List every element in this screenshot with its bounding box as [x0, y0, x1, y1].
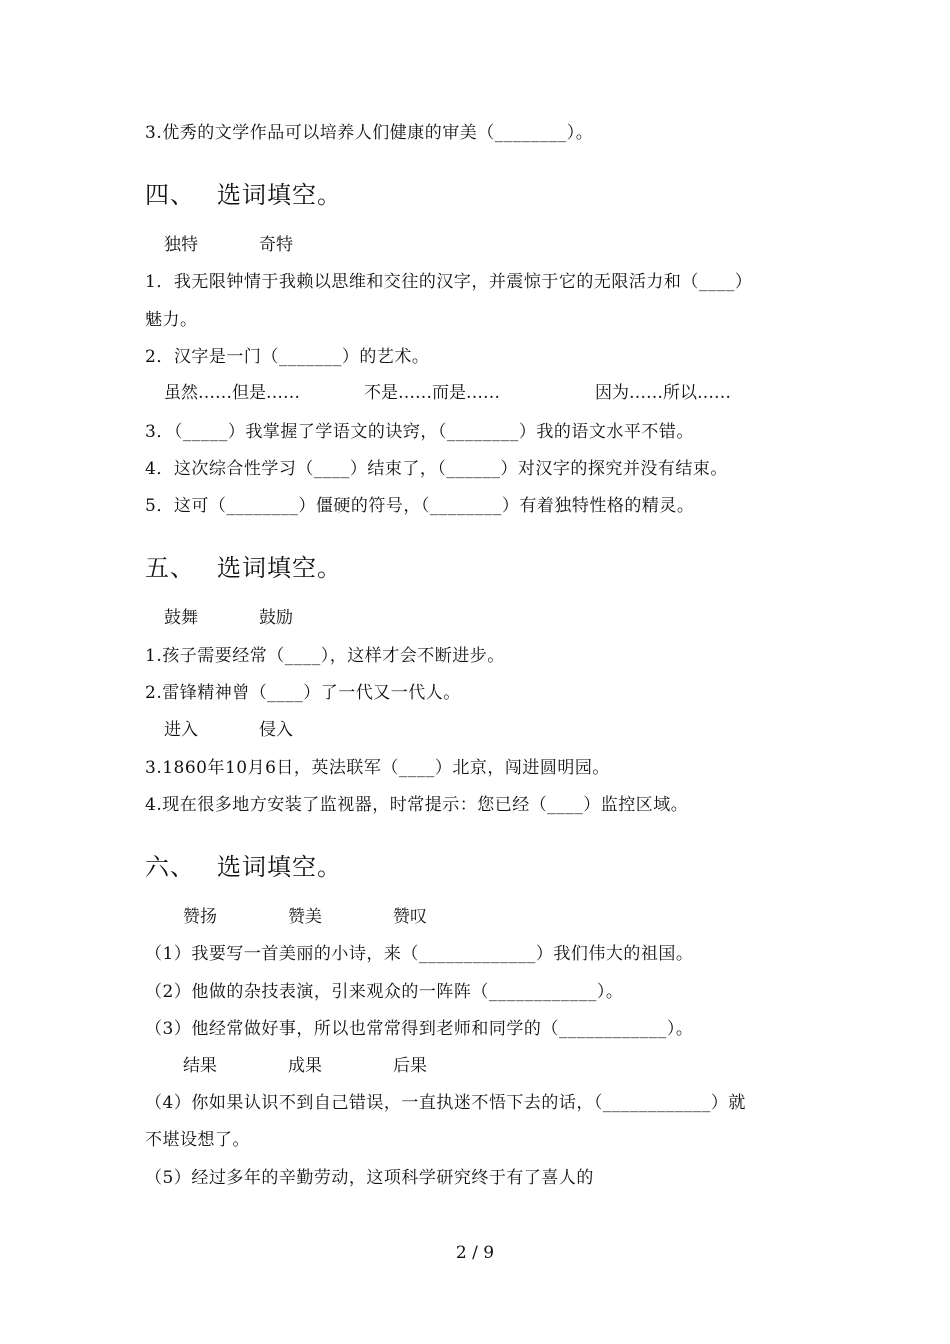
section-5-title: 选词填空。: [217, 554, 342, 582]
word-choice: 赞扬: [183, 907, 217, 927]
s6-question-4-line-1: （4）你如果认识不到自己错误，一直执迷不悟下去的话，（____________）就: [145, 1093, 746, 1113]
section-5-heading: [145, 553, 342, 583]
s4-question-5: 5．这可（________）僵硬的符号，（________）有着独特性格的精灵。: [145, 496, 695, 516]
word-choice: 结果: [183, 1056, 217, 1076]
s5-question-1: 1.孩子需要经常（____），这样才会不断进步。: [145, 646, 505, 666]
s4-question-2: 2．汉字是一门（_______）的艺术。: [145, 347, 430, 367]
word-choice: 侵入: [259, 720, 293, 740]
conjunction-choice: 虽然……但是……: [164, 383, 300, 403]
word-choice: 赞美: [288, 907, 322, 927]
s4-question-1-line-2: 魅力。: [145, 310, 198, 330]
s5-question-3: 3.1860年10月6日，英法联军（____）北京，闯进圆明园。: [145, 758, 610, 778]
s6-question-1: （1）我要写一首美丽的小诗，来（_____________）我们伟大的祖国。: [145, 944, 694, 964]
s6-question-3: （3）他经常做好事，所以也常常得到老师和同学的（____________）。: [145, 1019, 694, 1039]
conjunction-choice: 不是……而是……: [364, 383, 500, 403]
word-choice: 独特: [164, 235, 198, 255]
s4-question-3: 3．（_____）我掌握了学语文的诀窍，（________）我的语文水平不错。: [145, 422, 694, 442]
s5-question-2: 2.雷锋精神曾（____）了一代又一代人。: [145, 683, 461, 703]
word-choice: 鼓舞: [164, 608, 198, 628]
section-6-heading: [145, 852, 342, 882]
conjunction-choice: 因为……所以……: [595, 383, 731, 403]
section-6-number: 六、: [145, 853, 195, 881]
question-3-prev-section: 3.优秀的文学作品可以培养人们健康的审美（________）。: [145, 123, 594, 143]
word-choice: 成果: [288, 1056, 322, 1076]
word-choice: 鼓励: [259, 608, 293, 628]
word-choice: 赞叹: [393, 907, 427, 927]
s6-question-5: （5）经过多年的辛勤劳动，这项科学研究终于有了喜人的: [145, 1168, 594, 1188]
page-indicator: 2 / 9: [455, 1243, 495, 1263]
s5-question-4: 4.现在很多地方安装了监视器，时常提示：您已经（____）监控区域。: [145, 795, 689, 815]
s6-question-4-line-2: 不堪设想了。: [145, 1130, 250, 1150]
s4-question-4: 4．这次综合性学习（____）结束了，（______）对汉字的探究并没有结束。: [145, 459, 728, 479]
section-4-title: 选词填空。: [217, 181, 342, 209]
word-choice: 奇特: [259, 235, 293, 255]
word-choice: 进入: [164, 720, 198, 740]
word-choice: 后果: [393, 1056, 427, 1076]
section-5-number: 五、: [145, 554, 195, 582]
s4-question-1-line-1: 1．我无限钟情于我赖以思维和交往的汉字，并震惊于它的无限活力和（____）: [145, 272, 753, 292]
section-4-heading: [145, 180, 342, 210]
section-4-number: 四、: [145, 181, 195, 209]
section-6-title: 选词填空。: [217, 853, 342, 881]
s6-question-2: （2）他做的杂技表演，引来观众的一阵阵（____________）。: [145, 982, 624, 1002]
